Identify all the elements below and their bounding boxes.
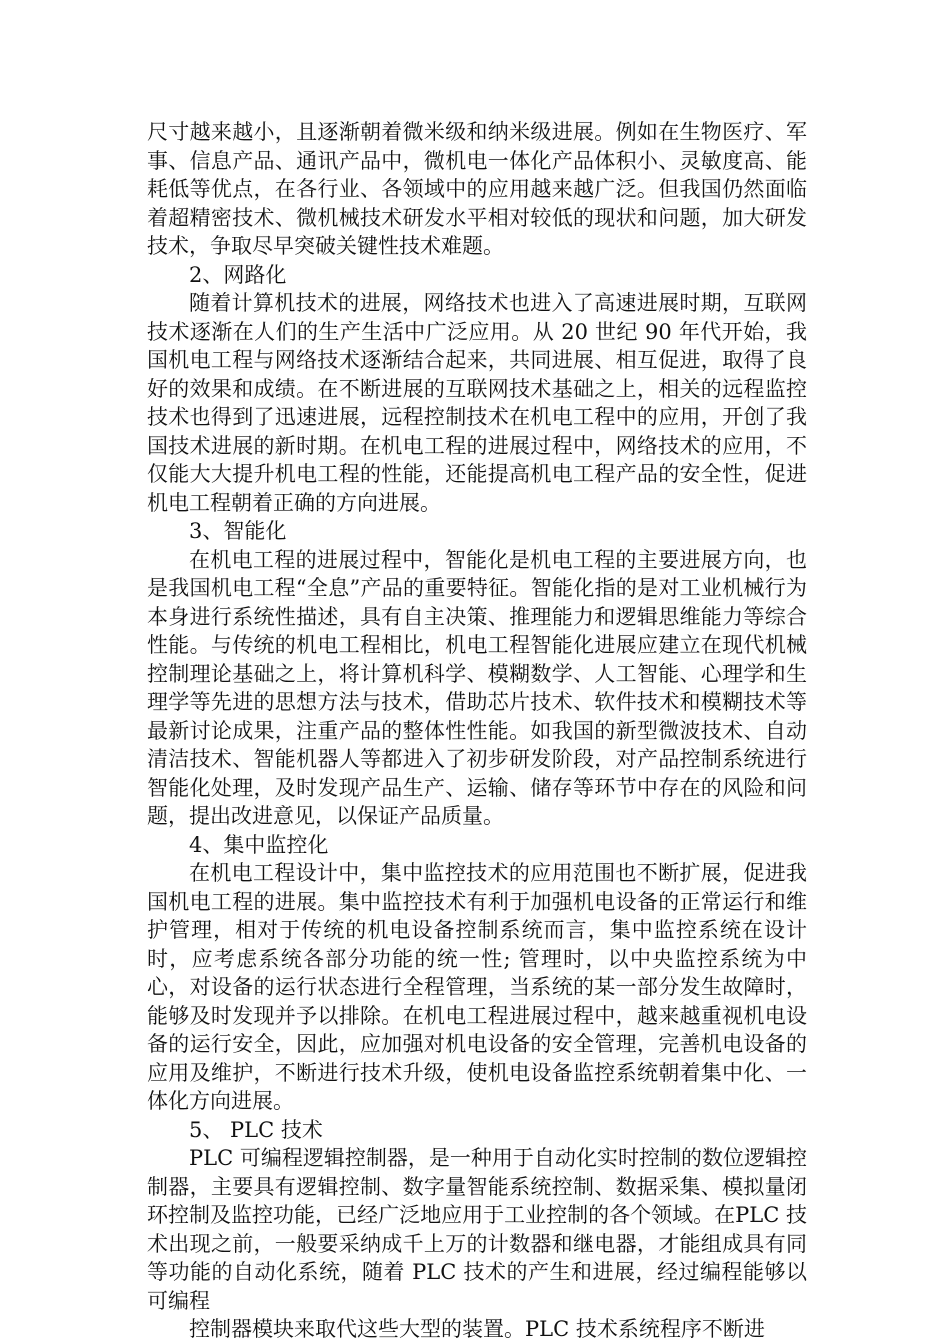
paragraph-plc: PLC 可编程逻辑控制器，是一种用于自动化实时控制的数位逻辑控制器，主要具有逻辑控制、数字量智能系统控制、数据采集、模拟量闭环控制及监控功能，已经广泛地应用于工业控制的各个领域。在PLC 技术出现之前，一般要采纳成千上万的计数器和继电器，才能组成具有同等功能的自动化系统，随着 PLC 技术的产生和进展，经过编程能够以可编程 bbox=[147, 1146, 807, 1313]
paragraph-centralized-monitoring: 在机电工程设计中，集中监控技术的应用范围也不断扩展，促进我国机电工程的进展。集中监控技术有利于加强机电设备的正常运行和维护管理，相对于传统的机电设备控制系统而言，集中监控系统在设计时，应考虑系统各部分功能的统一性; 管理时，以中央监控系统为中心，对设备的运行状态进行全程管理，当系统的某一部分发生故障时，能够及时发现并予以排除。在机电工程进展过程中，越来越重视机电设备的运行安全，因此，应加强对机电设备的安全管理，完善机电设备的应用及维护，不断进行技术升级，使机电设备监控系统朝着集中化、一体化方向进展。 bbox=[147, 861, 807, 1113]
paragraph-plc-continued: 控制器模块来取代这些大型的装置。PLC 技术系统程序不断进 bbox=[189, 1317, 765, 1341]
paragraph-networking: 随着计算机技术的进展，网络技术也进入了高速进展时期，互联网技术逐渐在人们的生产生活中广泛应用。从 20 世纪 90 年代开始，我国机电工程与网络技术逐渐结合起来，共同进展、相互促进，取得了良好的效果和成绩。在不断进展的互联网技术基础之上，相关的远程监控技术也得到了迅速进展，远程控制技术在机电工程中的应用，开创了我国技术进展的新时期。在机电工程的进展过程中，网络技术的应用，不仅能大大提升机电工程的性能，还能提高机电工程产品的安全性，促进机电工程朝着正确的方向进展。 bbox=[147, 291, 807, 515]
section-heading-intelligence: 3、智能化 bbox=[189, 519, 287, 543]
paragraph-intelligence: 在机电工程的进展过程中，智能化是机电工程的主要进展方向，也是我国机电工程“全息”产品的重要特征。智能化指的是对工业机械行为本身进行系统性描述，具有自主决策、推理能力和逻辑思维能力等综合性能。与传统的机电工程相比，机电工程智能化进展应建立在现代机械控制理论基础之上，将计算机科学、模糊数学、人工智能、心理学和生理学等先进的思想方法与技术，借助芯片技术、软件技术和模糊技术等最新讨论成果，注重产品的整体性性能。如我国的新型微波技术、自动清洁技术、智能机器人等都进入了初步研发阶段，对产品控制系统进行智能化处理，及时发现产品生产、运输、储存等环节中存在的风险和问题，提出改进意见，以保证产品质量。 bbox=[147, 547, 807, 828]
section-heading-networking: 2、网路化 bbox=[189, 262, 287, 287]
section-heading-plc: 5、 PLC 技术 bbox=[189, 1117, 323, 1142]
paragraph-miniaturization: 尺寸越来越小，且逐渐朝着微米级和纳米级进展。例如在生物医疗、军事、信息产品、通讯产品中，微机电一体化产品体积小、灵敏度高、能耗低等优点，在各行业、各领域中的应用越来越广泛。但我国仍然面临着超精密技术、微机械技术研发水平相对较低的现状和问题，加大研发技术，争取尽早突破关键性技术难题。 bbox=[147, 120, 807, 258]
section-heading-centralized-monitoring: 4、集中监控化 bbox=[189, 832, 329, 857]
document-page bbox=[147, 118, 807, 1344]
